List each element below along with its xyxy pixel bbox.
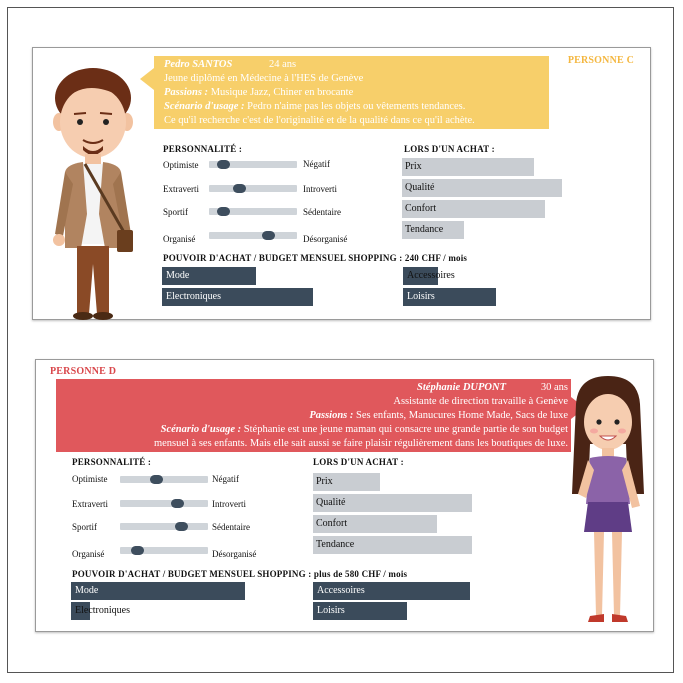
budget-label: Loisirs: [407, 291, 435, 302]
persona-card-d: [35, 359, 654, 632]
trait-slider-knob: [131, 546, 144, 555]
trait-right-label: Sédentaire: [212, 522, 250, 532]
trait-right-label: Désorganisé: [212, 548, 257, 559]
trait-left-label: Extraverti: [72, 498, 108, 509]
purchase-criterion-bar: Tendance: [313, 536, 472, 554]
budget-title: POUVOIR D'ACHAT / BUDGET MENSUEL SHOPPING : 240 CHF / mois: [163, 253, 468, 263]
purchase-criterion-bar: Confort: [402, 200, 545, 218]
budget-label: Mode: [75, 585, 99, 596]
trait-left-label: Organisé: [163, 233, 196, 244]
speech-pointer: [140, 68, 154, 90]
persona-name: Pedro SANTOS: [164, 59, 233, 70]
budget-label: Accessoires: [407, 270, 455, 281]
trait-right-label: Désorganisé: [303, 233, 348, 244]
personality-title: PERSONNALITÉ :: [163, 144, 243, 154]
trait-slider-knob: [171, 499, 184, 508]
trait-slider: [209, 185, 297, 192]
trait-slider: [209, 208, 297, 215]
trait-slider: [120, 500, 208, 507]
purchase-title: LORS D'UN ACHAT :: [404, 144, 495, 154]
trait-slider-knob: [175, 522, 188, 531]
purchase-criterion-bar: Qualité: [402, 179, 562, 197]
trait-left-label: Optimiste: [163, 160, 199, 170]
scenario-label: Scénario d'usage :: [164, 101, 245, 112]
purchase-criterion-bar: Prix: [313, 473, 380, 491]
purchase-title: LORS D'UN ACHAT :: [313, 457, 404, 467]
trait-left-label: Sportif: [72, 522, 98, 532]
trait-slider: [120, 476, 208, 483]
persona-age: 24 ans: [269, 59, 297, 70]
purchase-criterion-bar: Tendance: [402, 221, 464, 239]
purchase-criterion-bar: Qualité: [313, 494, 472, 512]
woman-avatar-illustration: [566, 374, 650, 632]
budget-label: Electroniques: [75, 605, 130, 616]
trait-slider-knob: [217, 207, 230, 216]
persona-banner: [154, 56, 549, 129]
scenario-text: Pedro n'aime pas les objets ou vêtements tendances.: [247, 101, 466, 112]
passions-text: Ses enfants, Manucures Home Made, Sacs de luxe: [356, 410, 568, 421]
trait-slider: [120, 547, 208, 554]
trait-right-label: Introverti: [212, 498, 246, 509]
trait-slider: [209, 161, 297, 168]
trait-slider: [209, 232, 297, 239]
scenario-text: Stéphanie est une jeune maman qui consacre une grande partie de son budget: [243, 424, 568, 435]
persona-banner: [56, 379, 571, 452]
scenario-label: Scénario d'usage :: [160, 424, 242, 435]
trait-left-label: Optimiste: [72, 474, 108, 484]
trait-right-label: Négatif: [212, 474, 239, 484]
trait-left-label: Sportif: [163, 207, 189, 217]
passions-label: Passions :: [164, 87, 209, 98]
purchase-criterion-bar: Confort: [313, 515, 437, 533]
trait-left-label: Organisé: [72, 548, 105, 559]
budget-label: Accessoires: [317, 585, 365, 596]
passions-label: Passions :: [309, 410, 354, 421]
trait-slider-knob: [233, 184, 246, 193]
trait-left-label: Extraverti: [163, 183, 199, 194]
personality-title: PERSONNALITÉ :: [72, 457, 152, 467]
purchase-criterion-bar: Prix: [402, 158, 534, 176]
persona-age: 30 ans: [540, 382, 568, 393]
trait-slider: [120, 523, 208, 530]
persona-card-c: [32, 47, 651, 320]
persona-description: Assistante de direction travaille à Genève: [393, 396, 568, 407]
persona-tag: PERSONNE C: [567, 55, 634, 66]
trait-slider-knob: [150, 475, 163, 484]
budget-label: Electroniques: [166, 291, 221, 302]
budget-label: Mode: [166, 270, 190, 281]
trait-slider-knob: [217, 160, 230, 169]
trait-right-label: Sédentaire: [303, 207, 341, 217]
persona-tag: PERSONNE D: [50, 366, 117, 377]
trait-slider-knob: [262, 231, 275, 240]
scenario-text-continued: Ce qu'il recherche c'est de l'originalité et de la qualité dans ce qu'il achète.: [164, 115, 475, 126]
scenario-text-continued: mensuel à ses enfants. Mais elle sait aussi se faire plaisir régulièrement dans les boutiques de luxe.: [153, 438, 568, 449]
budget-title: POUVOIR D'ACHAT / BUDGET MENSUEL SHOPPING : plus de 580 CHF / mois: [72, 569, 408, 579]
persona-name: Stéphanie DUPONT: [417, 382, 506, 393]
trait-right-label: Introverti: [303, 183, 337, 194]
passions-text: Musique Jazz, Chiner en brocante: [210, 87, 354, 98]
persona-description: Jeune diplômé en Médecine à l'HES de Genève: [164, 73, 364, 84]
man-avatar-illustration: [47, 64, 139, 320]
budget-label: Loisirs: [317, 605, 345, 616]
trait-right-label: Négatif: [303, 159, 330, 169]
